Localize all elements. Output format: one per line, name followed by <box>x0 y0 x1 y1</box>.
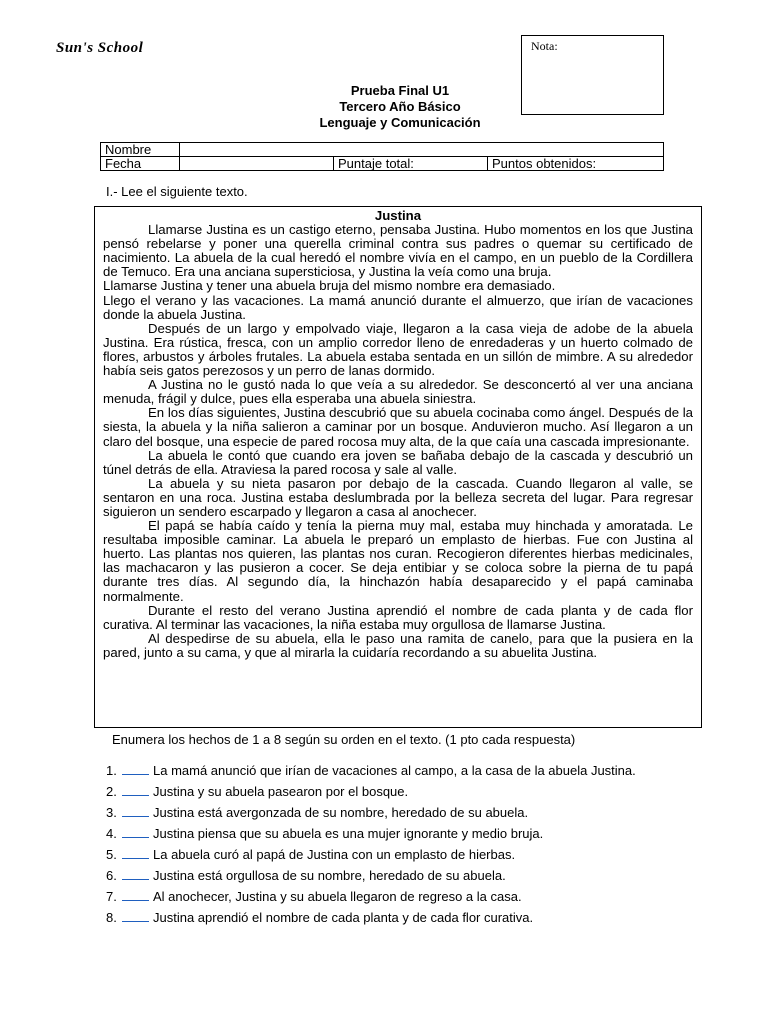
list-item <box>106 781 720 802</box>
item-text: Justina está orgullosa de su nombre, heredado de su abuela. <box>153 868 506 883</box>
answer-blank[interactable] <box>122 889 149 901</box>
item-number: 8. <box>106 910 117 925</box>
story-paragraph: La abuela le contó que cuando era joven se bañaba debajo de la cascada y descubrió un túnel detrás de ella. Atraviesa la pared rocosa y sale al valle. <box>103 447 693 477</box>
story-paragraph: Al despedirse de su abuela, ella le paso una ramita de canelo, para que la pusiera en la pared, junto a su cama, y que al mirarla la cuidaría recordando a su abuelita Justina. <box>103 630 693 660</box>
item-number: 7. <box>106 889 117 904</box>
student-info-table <box>100 142 664 171</box>
list-item <box>106 823 720 844</box>
item-number: 2. <box>106 784 117 799</box>
ordering-list <box>106 760 720 928</box>
story-paragraph: Llego el verano y las vacaciones. La mamá anunció durante el almuerzo, que irían de vacaciones donde la abuela Justina. <box>103 292 693 322</box>
exam-grade-level: Tercero Año Básico <box>339 99 461 114</box>
reading-instruction: I.- Lee el siguiente texto. <box>106 184 248 199</box>
answer-blank[interactable] <box>122 910 149 922</box>
answer-blank[interactable] <box>122 763 149 775</box>
name-field[interactable] <box>180 143 664 157</box>
date-label: Fecha <box>101 157 180 171</box>
total-score-label: Puntaje total: <box>334 157 488 171</box>
exam-subject: Lenguaje y Comunicación <box>319 115 481 130</box>
item-text: Al anochecer, Justina y su abuela llegaron de regreso a la casa. <box>153 889 522 904</box>
story-paragraph: El papá se había caído y tenía la pierna muy mal, estaba muy hinchada y amoratada. Le resultaba imposible caminar. La abuela le preparó un emplasto de hierbas. Fue con Justina al huerto. Las plantas nos quieren, las plantas nos curan. Recogieron diferentes hierbas medicinales, las machacaron y las pusieron a cocer. Se deja entibiar y se coloca sobre la pierna de tu papá durante tres días. Al segundo día, la hinchazón había desaparecido y el papá caminaba normalmente. <box>103 518 693 604</box>
name-label: Nombre <box>101 143 180 157</box>
item-number: 6. <box>106 868 117 883</box>
story-paragraph: La abuela y su nieta pasaron por debajo de la cascada. Cuando llegaron al valle, se sentaron en una roca. Justina estaba deslumbrada por la belleza secreta del lugar. Para regresar siguieron un sendero escarpado y llegaron a casa al anochecer. <box>103 475 693 519</box>
grade-label: Nota: <box>531 39 558 53</box>
list-item <box>106 802 720 823</box>
story-paragraph: A Justina no le gustó nada lo que veía a su alrededor. Se desconcertó al ver una anciana menuda, frágil y dulce, pues ella esperaba una abuela siniestra. <box>103 377 693 407</box>
story-paragraph: Llamarse Justina y tener una abuela bruja del mismo nombre era demasiado. <box>103 278 556 294</box>
story-paragraph: Durante el resto del verano Justina aprendió el nombre de cada planta y de cada flor curativa. Al terminar las vacaciones, la niña estaba muy orgullosa de llamarse Justina. <box>103 602 693 632</box>
list-item <box>106 844 720 865</box>
exam-title: Prueba Final U1 <box>350 83 450 98</box>
school-logo: Sun's School <box>56 40 144 56</box>
item-number: 1. <box>106 763 117 778</box>
enumerate-instruction: Enumera los hechos de 1 a 8 según su orden en el texto. (1 pto cada respuesta) <box>112 732 576 747</box>
item-text: La mamá anunció que irían de vacaciones al campo, a la casa de la abuela Justina. <box>153 763 636 778</box>
list-item <box>106 760 720 781</box>
answer-blank[interactable] <box>122 826 149 838</box>
item-text: Justina y su abuela pasearon por el bosque. <box>153 784 409 799</box>
item-number: 4. <box>106 826 117 841</box>
answer-blank[interactable] <box>122 847 149 859</box>
answer-blank[interactable] <box>122 784 149 796</box>
item-text: Justina piensa que su abuela es una mujer ignorante y medio bruja. <box>153 826 544 841</box>
story-paragraph: Después de un largo y empolvado viaje, llegaron a la casa vieja de adobe de la abuela Justina. Era rústica, fresca, con un amplio corredor lleno de enredaderas y un huerto colmado de flores, arbustos y árboles frutales. La abuela estaba sentada en un sillón de mimbre. A su alrededor había seis gatos perezosos y un perro de lanas dormido. <box>103 320 693 379</box>
date-field[interactable] <box>180 157 334 171</box>
answer-blank[interactable] <box>122 868 149 880</box>
story-paragraph: Llamarse Justina es un castigo eterno, pensaba Justina. Hubo momentos en los que Justina pensó rebelarse y poner una querella criminal contra sus padres o quemar su certificado de nacimiento. La abuela de la cual heredó el nombre vivía en el campo, en un pueblo de la Cordillera de Temuco. Era una anciana supersticiosa, y Justina la veía como una bruja. <box>103 222 693 280</box>
exam-header <box>270 83 530 131</box>
points-obtained-label: Puntos obtenidos: <box>488 157 664 171</box>
list-item <box>106 907 720 928</box>
item-text: Justina está avergonzada de su nombre, heredado de su abuela. <box>153 805 529 820</box>
item-text: La abuela curó al papá de Justina con un emplasto de hierbas. <box>153 847 516 862</box>
item-text: Justina aprendió el nombre de cada planta y de cada flor curativa. <box>153 910 534 925</box>
grade-box <box>521 35 664 115</box>
item-number: 3. <box>106 805 117 820</box>
list-item <box>106 886 720 907</box>
story-box <box>94 206 702 728</box>
story-title: Justina <box>374 208 422 223</box>
answer-blank[interactable] <box>122 805 149 817</box>
item-number: 5. <box>106 847 117 862</box>
story-paragraph: En los días siguientes, Justina descubrió que su abuela cocinaba como ángel. Después de la siesta, la abuela y la niña salieron a caminar por un bosque. Anduvieron mucho. Así llegaron a un claro del bosque, una especie de pared rocosa muy alta, de la que caía una cascada impresionante. <box>103 405 693 449</box>
list-item <box>106 865 720 886</box>
